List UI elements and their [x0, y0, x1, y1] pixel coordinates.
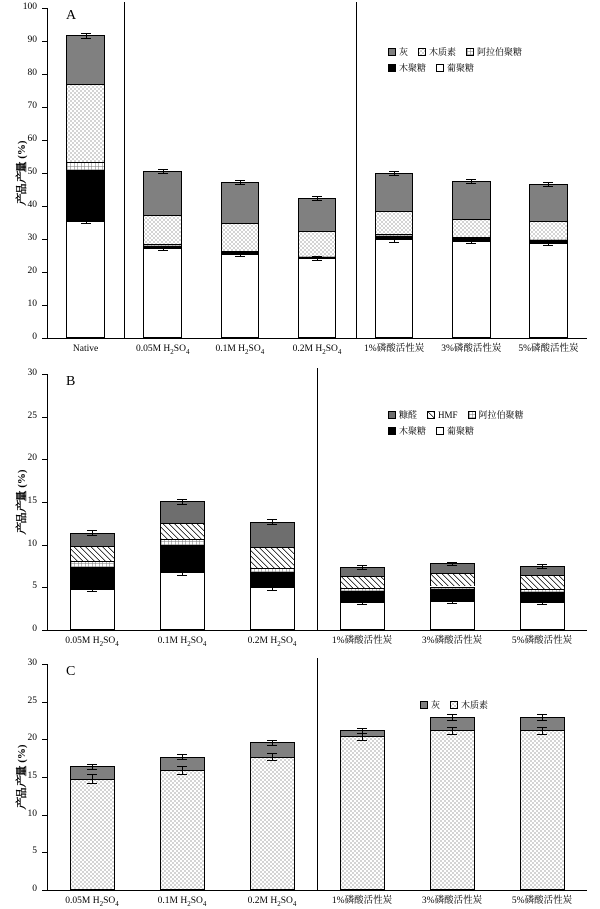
error-bar-cap [177, 499, 187, 500]
bar-segment [375, 173, 414, 212]
bar-segment [143, 248, 182, 338]
bar [529, 184, 568, 338]
y-tick [42, 107, 47, 108]
error-bar-cap [357, 733, 367, 734]
panel-b [0, 360, 600, 650]
bar [430, 563, 475, 630]
bar-segment [375, 211, 414, 234]
error-bar-cap [312, 256, 322, 257]
error-bar-cap [158, 246, 168, 247]
x-axis-label: 5%磷酸活性炭 [511, 636, 573, 646]
bar [452, 181, 491, 338]
bar [340, 730, 385, 890]
error-bar-cap [177, 504, 187, 505]
error-bar-cap [267, 590, 277, 591]
error-bar-cap [267, 745, 277, 746]
y-tick-label: 25 [27, 695, 37, 706]
error-bar-cap [235, 252, 245, 253]
y-tick [42, 702, 47, 703]
error-bar-cap [177, 575, 187, 576]
group-divider [356, 2, 357, 338]
bar-segment [160, 539, 205, 545]
legend-item [436, 424, 474, 437]
bar [250, 522, 295, 630]
bar-segment [70, 779, 115, 890]
legend-item [450, 698, 488, 711]
bar-segment [340, 602, 385, 630]
legend-item [388, 61, 426, 74]
y-tick [42, 459, 47, 460]
legend-swatch [466, 48, 474, 56]
legend-swatch [388, 64, 396, 72]
y-tick [42, 338, 47, 339]
bar-segment [298, 258, 337, 338]
y-axis-line [47, 374, 48, 630]
error-bar-cap [389, 171, 399, 172]
bar [250, 742, 295, 890]
y-tick-label: 20 [27, 733, 37, 744]
error-bar [92, 774, 93, 783]
legend-item [436, 61, 474, 74]
error-bar-cap [312, 200, 322, 201]
y-tick [42, 890, 47, 891]
x-axis-label: 0.2M $H_2SO_4$ [292, 344, 342, 356]
error-bar-cap [537, 727, 547, 728]
y-tick [42, 140, 47, 141]
legend [388, 408, 534, 440]
bar-segment [250, 568, 295, 572]
bar [160, 501, 205, 630]
y-tick [42, 739, 47, 740]
bar-segment [520, 575, 565, 589]
bar [430, 717, 475, 890]
bar-segment [298, 231, 337, 256]
y-tick [42, 664, 47, 665]
bar-segment [520, 589, 565, 592]
error-bar-cap [87, 587, 97, 588]
y-tick-label: 100 [22, 2, 37, 12]
legend-swatch [468, 411, 476, 419]
legend-label: 葡聚糖 [447, 426, 475, 436]
bar-segment [298, 198, 337, 231]
bar-segment [70, 561, 115, 567]
y-tick [42, 8, 47, 9]
legend [420, 698, 498, 714]
bar-segment [160, 523, 205, 538]
bar [520, 566, 565, 630]
bar [160, 757, 205, 890]
error-bar-cap [447, 727, 457, 728]
error-bar-cap [312, 260, 322, 261]
legend-item [388, 408, 417, 421]
y-tick [42, 815, 47, 816]
x-axis-label: 0.2M $H_2SO_4$ [247, 896, 297, 908]
y-tick [42, 239, 47, 240]
legend-item [427, 410, 458, 420]
panel-c [0, 650, 600, 909]
y-tick-label: 30 [27, 233, 37, 243]
error-bar-cap [177, 766, 187, 767]
error-bar-cap [177, 569, 187, 570]
error-bar-cap [543, 182, 553, 183]
group-divider [124, 2, 125, 338]
error-bar-cap [81, 38, 91, 39]
bar-segment [160, 770, 205, 890]
y-axis-title: 产品产量 (%) [16, 140, 28, 206]
error-bar-cap [389, 175, 399, 176]
error-bar-cap [447, 720, 457, 721]
bar-segment [66, 170, 105, 221]
error-bar-cap [235, 184, 245, 185]
bar-segment [340, 588, 385, 591]
error-bar-cap [81, 223, 91, 224]
legend-label: 木聚糖 [399, 63, 427, 73]
bar-segment [430, 587, 475, 590]
y-axis-title: 产品产量 (%) [16, 469, 28, 535]
error-bar-cap [177, 774, 187, 775]
bar-segment [221, 254, 260, 338]
panel-a [0, 0, 600, 360]
x-axis-label: 0.05M $H_2SO_4$ [65, 636, 119, 648]
error-bar-cap [466, 179, 476, 180]
x-axis-label: 1%磷酸活性炭 [364, 344, 425, 354]
error-bar-cap [87, 774, 97, 775]
error-bar-cap [537, 720, 547, 721]
y-tick [42, 41, 47, 42]
error-bar-cap [543, 186, 553, 187]
legend-label: HMF [438, 409, 458, 420]
x-axis-label: 3%磷酸活性炭 [441, 344, 502, 354]
y-tick [42, 502, 47, 503]
y-tick [42, 173, 47, 174]
error-bar-cap [81, 33, 91, 34]
x-axis-line [47, 890, 587, 891]
bar-segment [340, 576, 385, 588]
y-tick [42, 74, 47, 75]
bar-segment [430, 573, 475, 587]
y-tick-label: 0 [32, 884, 37, 894]
bar-segment [143, 215, 182, 245]
error-bar-cap [466, 243, 476, 244]
y-tick-label: 70 [27, 101, 37, 111]
x-axis-label: 1%磷酸活性炭 [331, 896, 393, 906]
bar [66, 35, 105, 338]
legend-item [418, 45, 456, 58]
panel-letter: A [66, 8, 77, 23]
error-bar [272, 753, 273, 761]
legend-item [388, 45, 408, 58]
bar-segment [452, 241, 491, 338]
bar-segment [66, 84, 105, 162]
bar-segment [66, 221, 105, 338]
x-axis-label: 0.2M $H_2SO_4$ [247, 636, 297, 648]
error-bar [182, 766, 183, 774]
error-bar [362, 733, 363, 741]
y-tick-label: 5 [32, 581, 37, 592]
legend-swatch [388, 48, 396, 56]
x-axis-line [47, 338, 587, 339]
group-divider [317, 658, 318, 890]
error-bar-cap [466, 183, 476, 184]
group-divider [317, 368, 318, 630]
y-tick [42, 206, 47, 207]
bar-segment [452, 181, 491, 219]
x-axis-label: 0.1M $H_2SO_4$ [157, 896, 207, 908]
bar-segment [520, 602, 565, 630]
y-tick-label: 20 [27, 266, 37, 276]
error-bar [542, 727, 543, 735]
bar-segment [250, 547, 295, 567]
legend-swatch [388, 427, 396, 435]
bar-segment [70, 546, 115, 561]
bar-segment [375, 239, 414, 338]
panel-letter: C [66, 664, 76, 679]
error-bar-cap [87, 530, 97, 531]
legend-item [466, 45, 522, 58]
error-bar-cap [447, 599, 457, 600]
error-bar-cap [87, 769, 97, 770]
y-axis-line [47, 664, 48, 890]
error-bar-cap [267, 753, 277, 754]
x-axis-label: 1%磷酸活性炭 [331, 636, 393, 646]
y-tick-label: 0 [32, 624, 37, 634]
error-bar-cap [466, 239, 476, 240]
legend-swatch [418, 48, 426, 56]
y-tick [42, 587, 47, 588]
bar [143, 171, 182, 338]
error-bar-cap [267, 760, 277, 761]
legend-label: 灰 [399, 47, 409, 57]
bar-segment [70, 567, 115, 589]
error-bar-cap [158, 173, 168, 174]
error-bar-cap [543, 241, 553, 242]
panel-letter: B [66, 374, 76, 389]
error-bar-cap [357, 600, 367, 601]
error-bar-cap [537, 564, 547, 565]
y-tick-label: 90 [27, 35, 37, 45]
y-tick-label: 30 [27, 658, 37, 668]
error-bar-cap [537, 600, 547, 601]
error-bar-cap [537, 604, 547, 605]
bar-segment [70, 589, 115, 630]
error-bar-cap [235, 180, 245, 181]
error-bar-cap [537, 714, 547, 715]
y-tick-label: 80 [27, 68, 37, 78]
error-bar-cap [87, 535, 97, 536]
error-bar-cap [87, 591, 97, 592]
bar-segment [529, 184, 568, 221]
x-axis-label: 5%磷酸活性炭 [511, 896, 573, 906]
legend-swatch [436, 427, 444, 435]
error-bar [452, 727, 453, 735]
bar-segment [250, 522, 295, 548]
bar-segment [66, 35, 105, 84]
x-axis-label: 0.1M $H_2SO_4$ [215, 344, 265, 356]
x-axis-label: 3%磷酸活性炭 [421, 896, 483, 906]
y-tick-label: 0 [32, 332, 37, 342]
bar-segment [160, 572, 205, 630]
error-bar-cap [158, 250, 168, 251]
error-bar-cap [537, 568, 547, 569]
x-axis-label: Native [72, 344, 99, 354]
error-bar-cap [447, 562, 457, 563]
y-tick [42, 417, 47, 418]
bar-segment [520, 730, 565, 890]
y-tick-label: 50 [27, 167, 37, 177]
error-bar-cap [447, 565, 457, 566]
legend-label: 葡聚糖 [447, 63, 475, 73]
legend-label: 阿拉伯聚糖 [477, 47, 523, 57]
error-bar-cap [543, 245, 553, 246]
legend-item [388, 424, 426, 437]
y-tick-label: 10 [27, 299, 37, 309]
y-axis-line [47, 8, 48, 338]
error-bar-cap [447, 603, 457, 604]
bar [70, 766, 115, 890]
y-tick-label: 10 [27, 808, 37, 819]
error-bar-cap [267, 740, 277, 741]
bar [375, 173, 414, 338]
x-axis-label: 0.05M $H_2SO_4$ [135, 344, 190, 356]
legend-label: 糠醛 [399, 410, 418, 420]
y-tick [42, 305, 47, 306]
y-tick [42, 852, 47, 853]
y-tick [42, 272, 47, 273]
error-bar-cap [177, 754, 187, 755]
error-bar-cap [357, 569, 367, 570]
legend-label: 阿拉伯聚糖 [478, 410, 524, 420]
error-bar-cap [87, 783, 97, 784]
legend-label: 木质素 [429, 47, 457, 57]
error-bar-cap [389, 242, 399, 243]
bar-segment [430, 601, 475, 630]
legend-swatch [436, 64, 444, 72]
error-bar-cap [537, 734, 547, 735]
error-bar-cap [389, 236, 399, 237]
error-bar-cap [267, 519, 277, 520]
x-axis-label: 3%磷酸活性炭 [421, 636, 483, 646]
y-tick-label: 40 [27, 200, 37, 210]
bar-segment [529, 243, 568, 338]
y-tick-label: 20 [27, 453, 37, 464]
y-tick-label: 30 [27, 368, 37, 378]
legend-item [420, 698, 440, 711]
y-tick-label: 15 [27, 496, 37, 506]
bar-segment [452, 219, 491, 237]
y-tick [42, 630, 47, 631]
y-tick [42, 374, 47, 375]
error-bar-cap [447, 734, 457, 735]
y-tick-label: 5 [32, 846, 37, 857]
error-bar-cap [177, 759, 187, 760]
error-bar-cap [87, 764, 97, 765]
x-axis-label: 0.05M $H_2SO_4$ [65, 896, 119, 908]
error-bar-cap [357, 565, 367, 566]
legend-swatch [388, 411, 396, 419]
y-tick-label: 15 [27, 771, 37, 781]
bar-segment [529, 221, 568, 239]
bar-segment [143, 171, 182, 215]
legend-label: 木质素 [461, 700, 489, 710]
y-axis-title: 产品产量 (%) [16, 744, 28, 810]
bar [340, 567, 385, 630]
error-bar-cap [81, 219, 91, 220]
bar [298, 198, 337, 338]
error-bar-cap [312, 196, 322, 197]
error-bar-cap [267, 524, 277, 525]
y-tick-label: 10 [27, 538, 37, 549]
legend-label: 灰 [431, 700, 441, 710]
error-bar-cap [235, 256, 245, 257]
bar-segment [430, 730, 475, 890]
error-bar-cap [267, 585, 277, 586]
legend-label: 木聚糖 [399, 426, 427, 436]
legend-swatch [427, 411, 435, 419]
legend [388, 45, 532, 77]
x-axis-label: 0.1M $H_2SO_4$ [157, 636, 207, 648]
y-tick-label: 60 [27, 134, 37, 144]
y-tick [42, 777, 47, 778]
bar [520, 717, 565, 890]
bar-segment [250, 587, 295, 630]
bar [221, 182, 260, 338]
legend-swatch [450, 701, 458, 709]
x-axis-label: 5%磷酸活性炭 [518, 344, 579, 354]
bar-segment [221, 223, 260, 251]
bar-segment [160, 545, 205, 572]
error-bar-cap [357, 604, 367, 605]
legend-item [468, 408, 524, 421]
error-bar-cap [357, 728, 367, 729]
legend-swatch [420, 701, 428, 709]
bar-segment [66, 162, 105, 170]
bar-segment [250, 757, 295, 890]
error-bar-cap [357, 740, 367, 741]
error-bar-cap [158, 169, 168, 170]
y-tick [42, 545, 47, 546]
x-axis-line [47, 630, 587, 631]
y-tick-label: 25 [27, 410, 37, 421]
bar [70, 533, 115, 630]
bar-segment [340, 736, 385, 890]
bar-segment [221, 182, 260, 223]
